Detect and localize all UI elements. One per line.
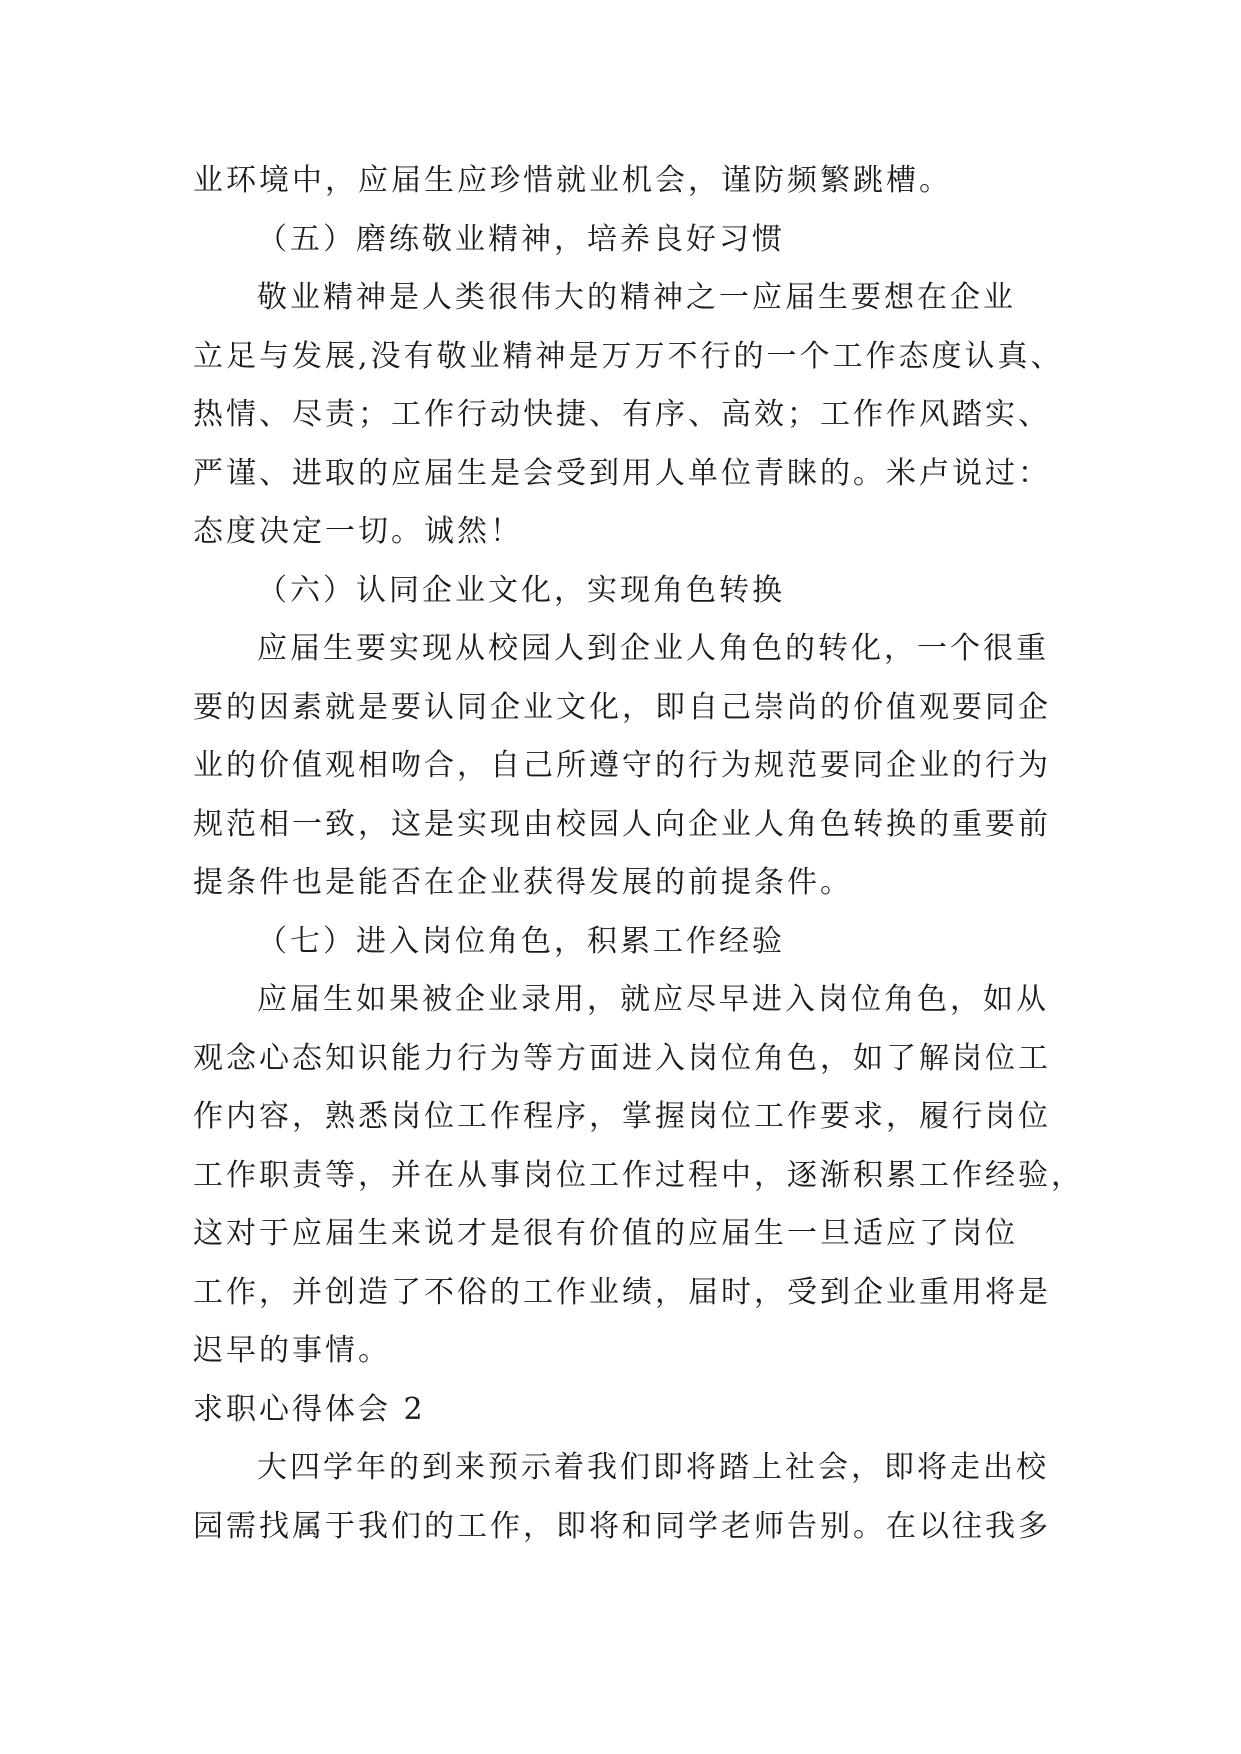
- text-line: 规范相一致，这是实现由校园人向企业人角色转换的重要前: [193, 806, 1051, 842]
- paragraph-start: 大四学年的到来预示着我们即将踏上社会，即将走出校: [257, 1450, 1049, 1485]
- text-line: 这对于应届生来说才是很有价值的应届生一旦适应了岗位: [193, 1216, 1018, 1251]
- text-line: 园需找属于我们的工作，即将和同学老师告别。在以往我多: [193, 1508, 1051, 1544]
- text-line: 工作职责等，并在从事岗位工作过程中，逐渐积累工作经验，: [193, 1157, 1084, 1193]
- text-line: 态度决定一切。诚然！: [193, 514, 523, 549]
- paragraph-start: 应届生如果被企业录用，就应尽早进入岗位角色，如从: [257, 982, 1049, 1017]
- paragraph-start: 应届生要实现从校园人到企业人角色的转化，一个很重: [257, 631, 1049, 666]
- paragraph-start: 敬业精神是人类很伟大的精神之一应届生要想在企业: [257, 280, 1016, 315]
- section-heading-7: （七）进入岗位角色，积累工作经验: [257, 923, 785, 959]
- text-line: 要的因素就是要认同企业文化，即自己崇尚的价值观要同企: [193, 689, 1051, 725]
- section-heading-6: （六）认同企业文化，实现角色转换: [257, 572, 785, 608]
- text-line: 业环境中，应届生应珍惜就业机会，谨防频繁跳槽。: [193, 163, 952, 198]
- document-body: [193, 152, 1084, 1556]
- section-heading-5: （五）磨练敬业精神，培养良好习惯: [257, 221, 785, 257]
- text-line: 热情、尽责；工作行动快捷、有序、高效；工作作风踏实、: [193, 397, 1051, 432]
- text-line: 业的价值观相吻合，自己所遵守的行为规范要同企业的行为: [193, 748, 1051, 783]
- document-title: 求职心得体会 2: [193, 1391, 426, 1427]
- text-line: 提条件也是能否在企业获得发展的前提条件。: [193, 865, 853, 900]
- text-line: 作内容，熟悉岗位工作程序，掌握岗位工作要求，履行岗位: [193, 1099, 1051, 1134]
- text-line: 工作，并创造了不俗的工作业绩，届时，受到企业重用将是: [193, 1274, 1051, 1310]
- text-line: 立足与发展,没有敬业精神是万万不行的一个工作态度认真、: [193, 338, 1064, 374]
- text-line: 观念心态知识能力行为等方面进入岗位角色，如了解岗位工: [193, 1040, 1051, 1076]
- text-line: 迟早的事情。: [193, 1333, 391, 1368]
- text-line: 严谨、进取的应届生是会受到用人单位青睐的。米卢说过：: [193, 455, 1051, 491]
